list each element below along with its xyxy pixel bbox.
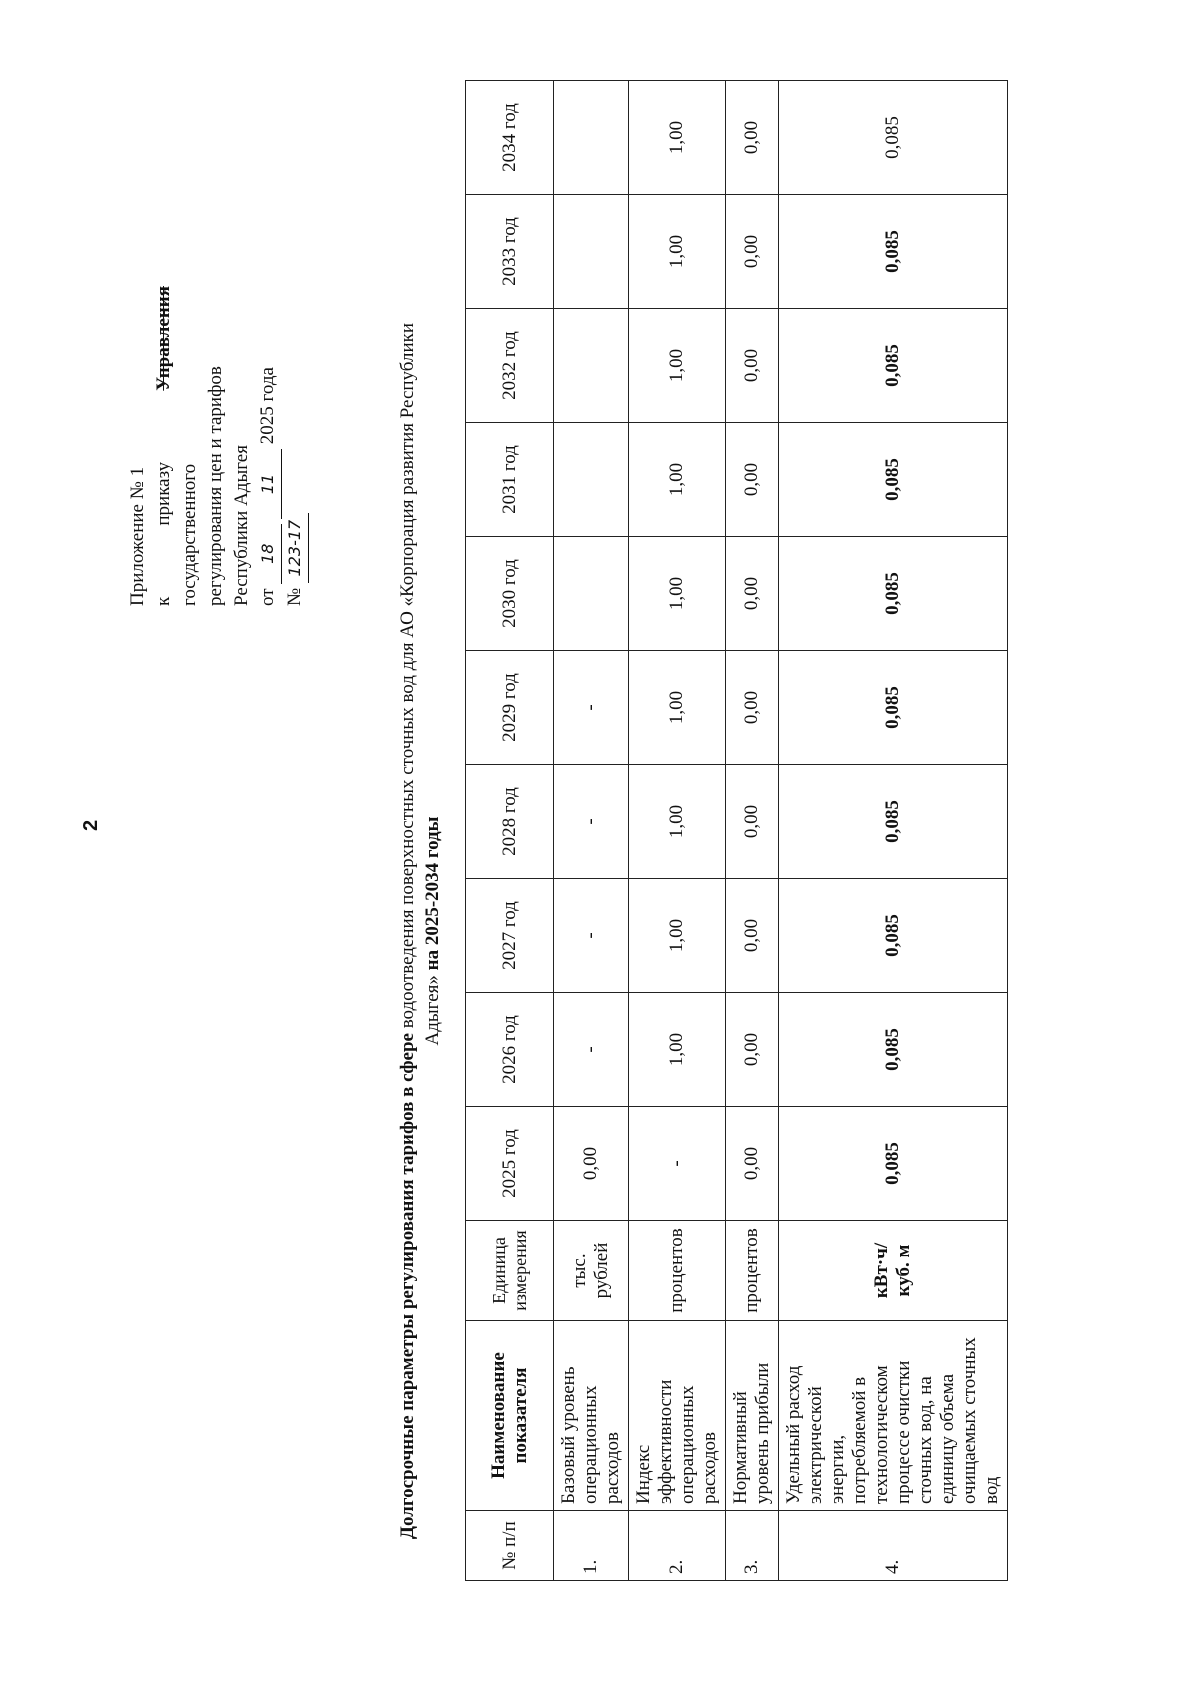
row-number: 4. (779, 1511, 1008, 1581)
approval-block (125, 286, 309, 606)
approval-order: приказу (153, 461, 174, 526)
date-prefix: от (257, 588, 278, 606)
row-name: Базовый уровень операционных расходов (554, 1321, 629, 1511)
row-value: 0,00 (726, 1107, 779, 1221)
row-value: - (554, 651, 629, 765)
table-row (554, 81, 629, 1581)
row-value: 0,00 (726, 309, 779, 423)
approval-number-line (282, 286, 309, 606)
header-year: 2026 год (466, 993, 554, 1107)
row-value: 0,00 (726, 993, 779, 1107)
row-value: - (554, 993, 629, 1107)
row-value: 1,00 (629, 993, 726, 1107)
row-value: 0,085 (779, 537, 1008, 651)
row-value: 0,00 (726, 81, 779, 195)
header-unit: Единица измерения (466, 1221, 554, 1321)
handwritten-month: 11 (255, 449, 282, 519)
row-value: 0,00 (726, 879, 779, 993)
approval-date-line (255, 286, 282, 606)
row-unit: тыс. рублей (554, 1221, 629, 1321)
header-num: № п/п (466, 1511, 554, 1581)
row-value: 0,085 (779, 651, 1008, 765)
header-year: 2029 год (466, 651, 554, 765)
approval-line-3: государственного (179, 463, 200, 606)
row-value: 0,00 (726, 423, 779, 537)
row-value: 0,085 (779, 879, 1008, 993)
number-prefix: № (284, 587, 305, 606)
document-title (395, 251, 445, 1611)
row-value: 0,085 (779, 765, 1008, 879)
approval-line-4: регулирования цен и тарифов (205, 366, 226, 606)
date-suffix: 2025 года (257, 367, 278, 445)
approval-line-5: Республики Адыгея (231, 445, 252, 606)
title-line2-bold: на 2025-2034 годы (422, 816, 443, 976)
row-name: Нормативный уровень прибыли (726, 1321, 779, 1511)
table-header-row (466, 81, 554, 1581)
row-number: 1. (554, 1511, 629, 1581)
table-row (629, 81, 726, 1581)
row-value: - (554, 879, 629, 993)
row-value: 1,00 (629, 81, 726, 195)
row-value: 0,00 (554, 1107, 629, 1221)
row-value: 0,085 (779, 309, 1008, 423)
row-value: 1,00 (629, 879, 726, 993)
row-value: 0,085 (779, 423, 1008, 537)
header-year: 2027 год (466, 879, 554, 993)
row-value: 0,00 (726, 537, 779, 651)
title-line2-normal: Адыгея» (422, 975, 443, 1046)
approval-to: к (153, 596, 174, 606)
row-value (554, 537, 629, 651)
header-year: 2030 год (466, 537, 554, 651)
approval-line-1: Приложение № 1 (127, 466, 148, 606)
row-unit: процентов (726, 1221, 779, 1321)
title-bold-part: Долгосрочные параметры регулирования тарифов в сфере (397, 1033, 418, 1540)
row-number: 3. (726, 1511, 779, 1581)
page-number: 2 (80, 819, 102, 831)
row-value: 0,00 (726, 195, 779, 309)
row-value: 1,00 (629, 537, 726, 651)
header-name: Наименование показателя (466, 1321, 554, 1511)
header-year: 2034 год (466, 81, 554, 195)
handwritten-order-number: 123-17 (282, 513, 309, 583)
header-year: 2033 год (466, 195, 554, 309)
row-value: 1,00 (629, 765, 726, 879)
row-value: 0,085 (779, 81, 1008, 195)
row-name: Удельный расход электрической энергии, потребляемой в технологическом процессе очистки сточных вод, на единицу объема очищаемых сточных вод (779, 1321, 1008, 1511)
row-value: - (554, 765, 629, 879)
row-value: 0,00 (726, 765, 779, 879)
row-value: 0,085 (779, 993, 1008, 1107)
row-value: - (629, 1107, 726, 1221)
row-value: 0,085 (779, 1107, 1008, 1221)
handwritten-day: 18 (255, 524, 282, 584)
row-value (554, 309, 629, 423)
row-value: 0,085 (779, 195, 1008, 309)
parameters-table (465, 80, 1008, 1581)
title-rest-part: водоотведения поверхностных сточных вод для АО «Корпорация развития Республики (397, 322, 418, 1034)
row-value: 1,00 (629, 423, 726, 537)
row-value: 1,00 (629, 651, 726, 765)
title-line-1 (395, 251, 420, 1611)
row-value: 1,00 (629, 309, 726, 423)
header-year: 2032 год (466, 309, 554, 423)
row-number: 2. (629, 1511, 726, 1581)
title-line-2 (420, 251, 445, 1611)
header-year: 2025 год (466, 1107, 554, 1221)
header-year: 2031 год (466, 423, 554, 537)
table-row (779, 81, 1008, 1581)
table-row (726, 81, 779, 1581)
approval-department: Управления (153, 286, 174, 391)
row-value (554, 195, 629, 309)
row-value: 1,00 (629, 195, 726, 309)
row-unit: процентов (629, 1221, 726, 1321)
row-value (554, 423, 629, 537)
row-name: Индекс эффективности операционных расходов (629, 1321, 726, 1511)
row-unit: кВт·ч/куб. м (779, 1221, 1008, 1321)
header-year: 2028 год (466, 765, 554, 879)
row-value: 0,00 (726, 651, 779, 765)
row-value (554, 81, 629, 195)
approval-line-2 (151, 286, 177, 606)
